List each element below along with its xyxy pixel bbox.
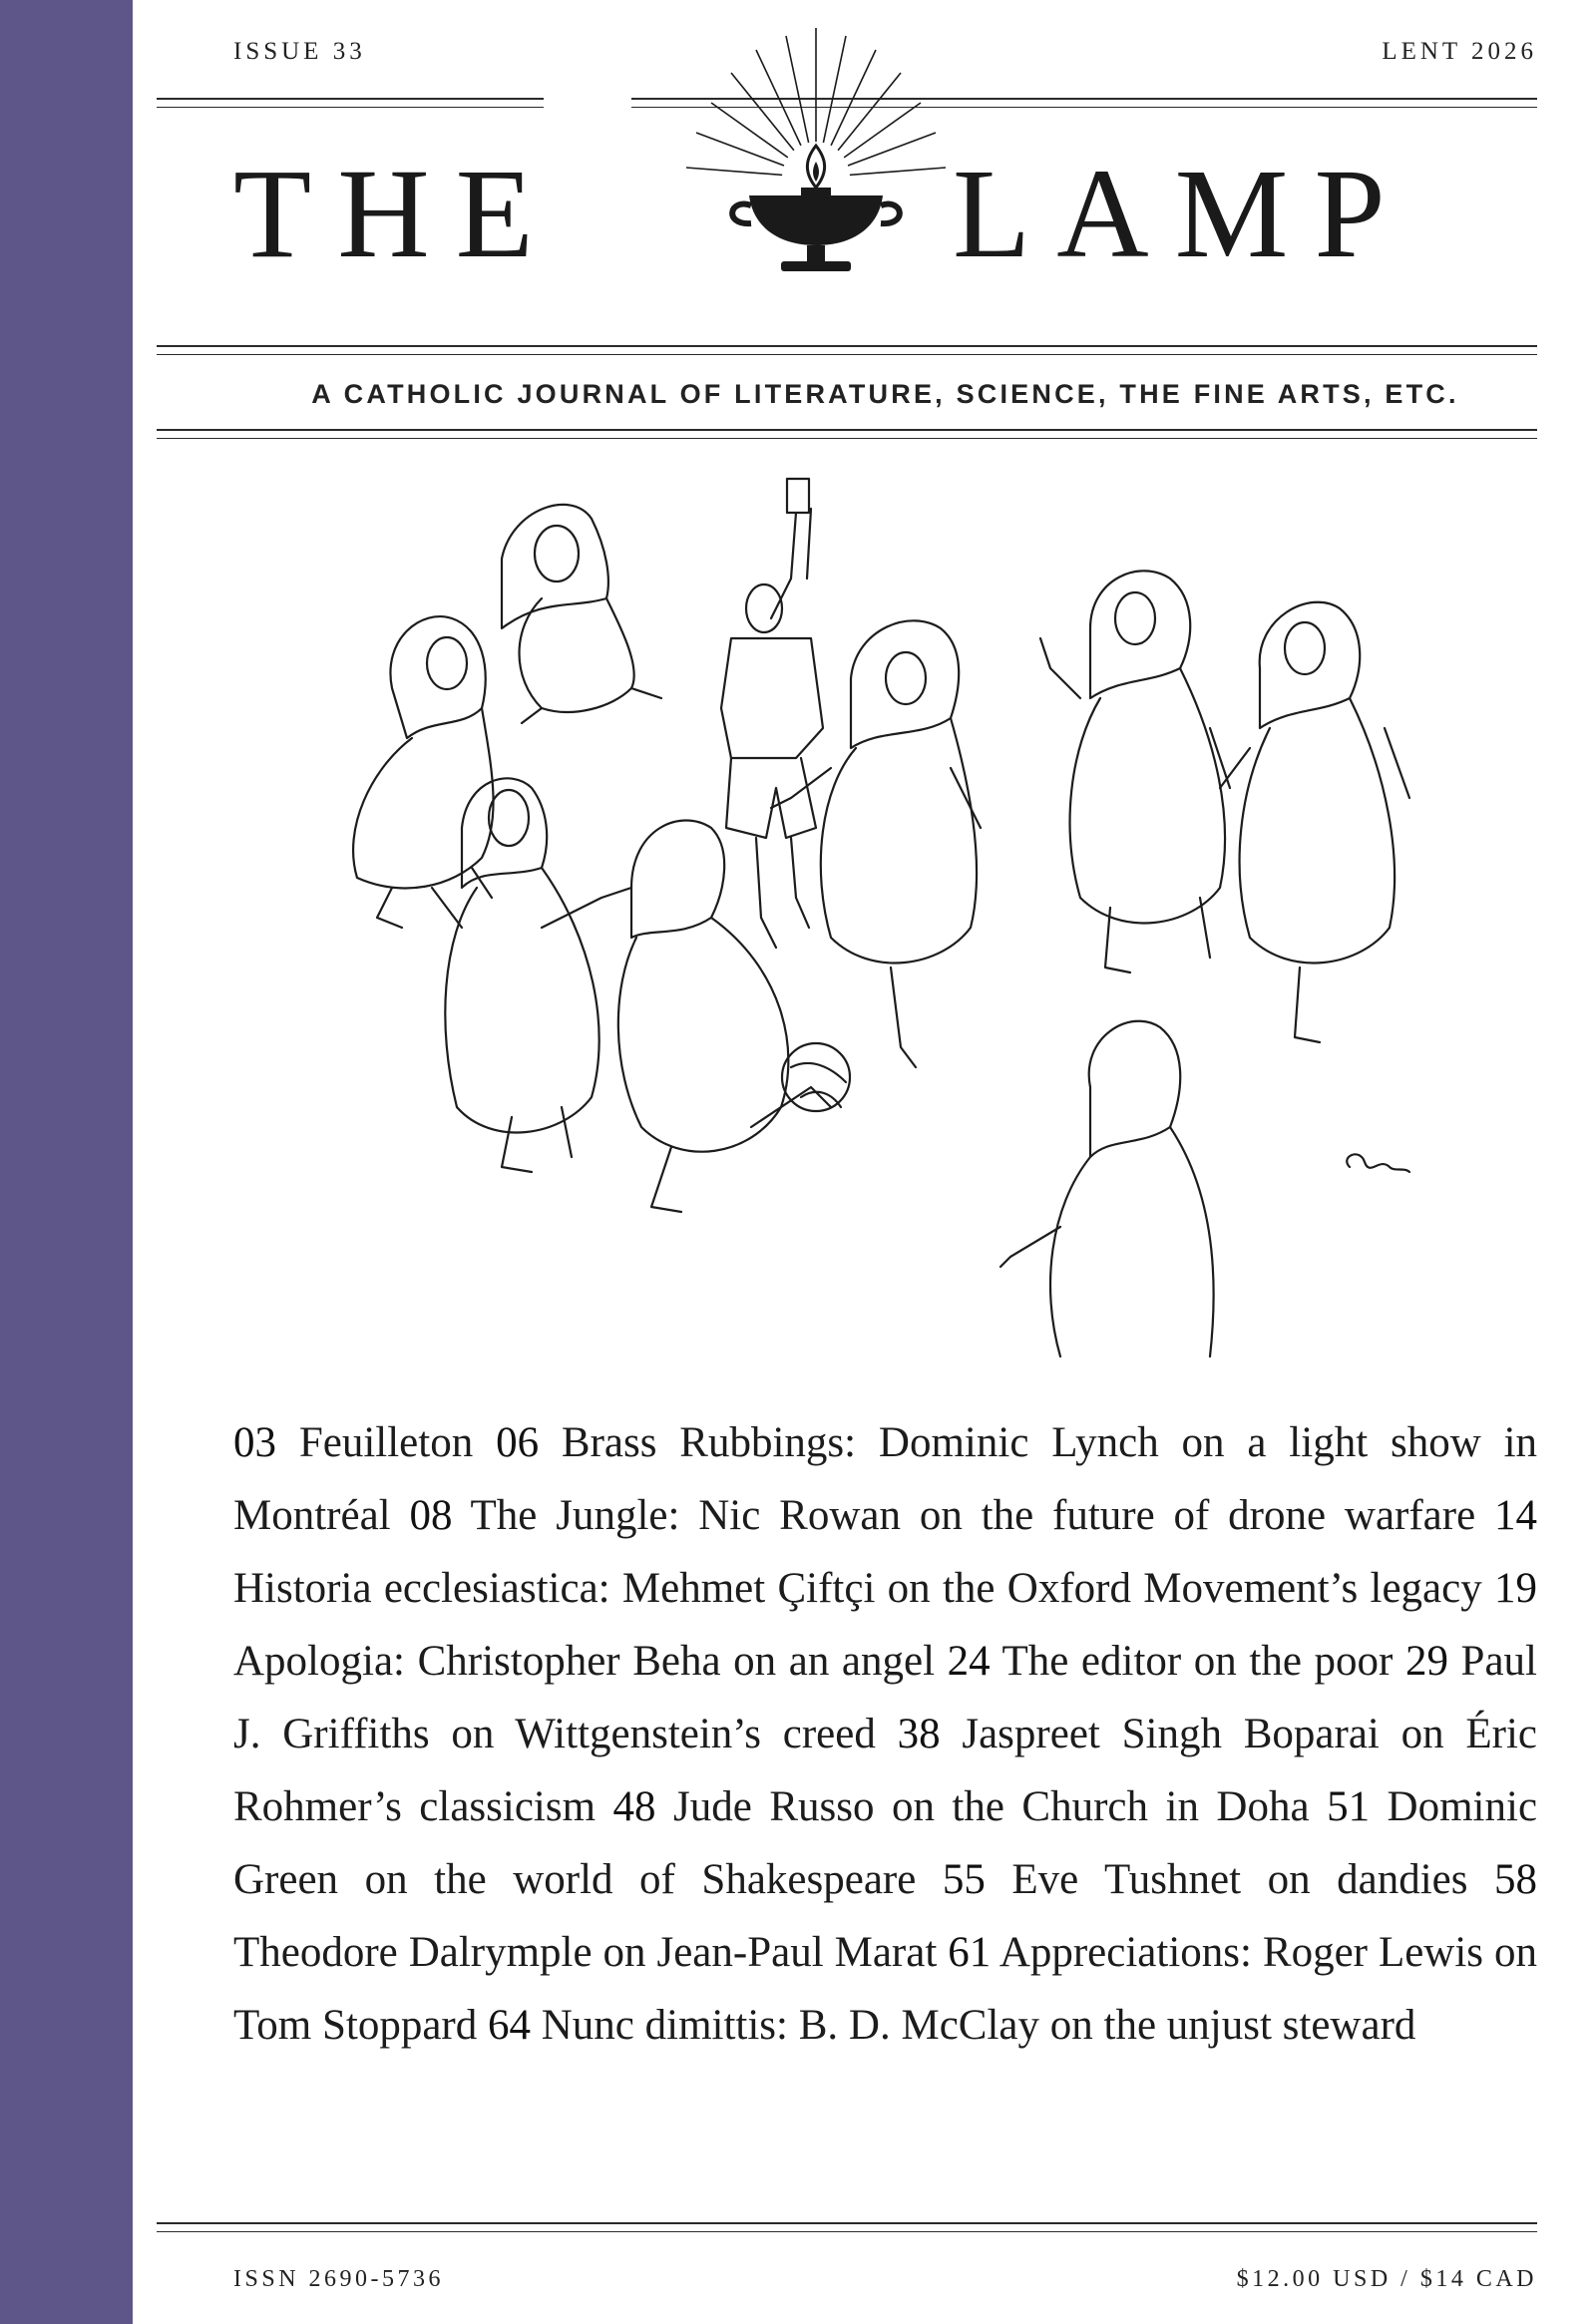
toc-page-48: 48 [612,1783,656,1830]
issue-number: ISSUE 33 [233,38,366,65]
toc-entry-61: Appreciations: Roger Lewis on Tom Stoppard [233,1929,1537,2049]
issue-season: LENT 2026 [1382,38,1537,65]
toc-entry-03: Feuilleton [298,1419,474,1466]
toc-entry-08: The Jungle: Nic Rowan on the future of drone warfare [470,1492,1476,1539]
purple-spine [0,0,133,2324]
toc-page-08: 08 [409,1492,453,1539]
toc-page-29: 29 [1404,1638,1448,1685]
toc-entry-38: Jaspreet Singh Boparai on Éric Rohmer’s classicism [233,1711,1537,1830]
toc-entry-55: Eve Tushnet on dandies [1011,1856,1468,1903]
toc-entry-14: Historia ecclesiastica: Mehmet Çiftçi on the Oxford Movement’s legacy [233,1565,1482,1612]
issn-number: ISSN 2690-5736 [233,2266,445,2292]
footer-rule-2 [157,2231,1537,2232]
toc-page-58: 58 [1494,1856,1538,1903]
top-rule-left-2 [157,107,544,108]
toc-page-55: 55 [942,1856,986,1903]
subtitle-rule-top-2 [157,354,1537,355]
toc-entry-29: Paul J. Griffiths on Wittgenstein’s creed [233,1638,1537,1757]
footer-rule-1 [157,2222,1537,2224]
toc-page-06: 06 [496,1419,540,1466]
cover-subtitle: A CATHOLIC JOURNAL OF LITERATURE, SCIENCE, THE FINE ARTS, ETC. [311,379,1459,409]
cover-price: $12.00 USD / $14 CAD [1236,2266,1537,2292]
toc-entry-51: Dominic Green on the world of Shakespeare [233,1783,1538,1903]
toc-page-38: 38 [897,1711,941,1757]
table-of-contents [233,1406,1537,2062]
toc-page-61: 61 [948,1929,992,1976]
masthead-lamp: LAMP [953,143,1411,284]
top-rule-left-1 [157,98,544,100]
toc-page-19: 19 [1494,1565,1537,1612]
toc-page-64: 64 [487,2002,531,2049]
subtitle-rule-bottom-2 [157,438,1537,439]
toc-entry-06: Brass Rubbings: Dominic Lynch on a light show in Montréal [233,1419,1538,1539]
toc-entry-58: Theodore Dalrymple on Jean-Paul Marat [233,1929,938,1976]
nuns-football-illustration [212,469,1549,1366]
toc-page-51: 51 [1327,1783,1371,1830]
toc-page-03: 03 [233,1419,276,1466]
oil-lamp-icon [641,28,991,297]
toc-entry-48: Jude Russo on the Church in Doha [673,1783,1310,1830]
toc-page-24: 24 [947,1638,991,1685]
toc-page-14: 14 [1494,1492,1538,1539]
toc-entry-24: The editor on the poor [1001,1638,1394,1685]
magazine-cover [133,0,1596,2324]
masthead-the: THE [233,143,560,284]
subtitle-rule-top-1 [157,345,1537,347]
toc-entry-19: Apologia: Christopher Beha on an angel [233,1638,936,1685]
subtitle-rule-bottom-1 [157,429,1537,431]
toc-entry-64: Nunc dimittis: B. D. McClay on the unjust steward [541,2002,1416,2049]
